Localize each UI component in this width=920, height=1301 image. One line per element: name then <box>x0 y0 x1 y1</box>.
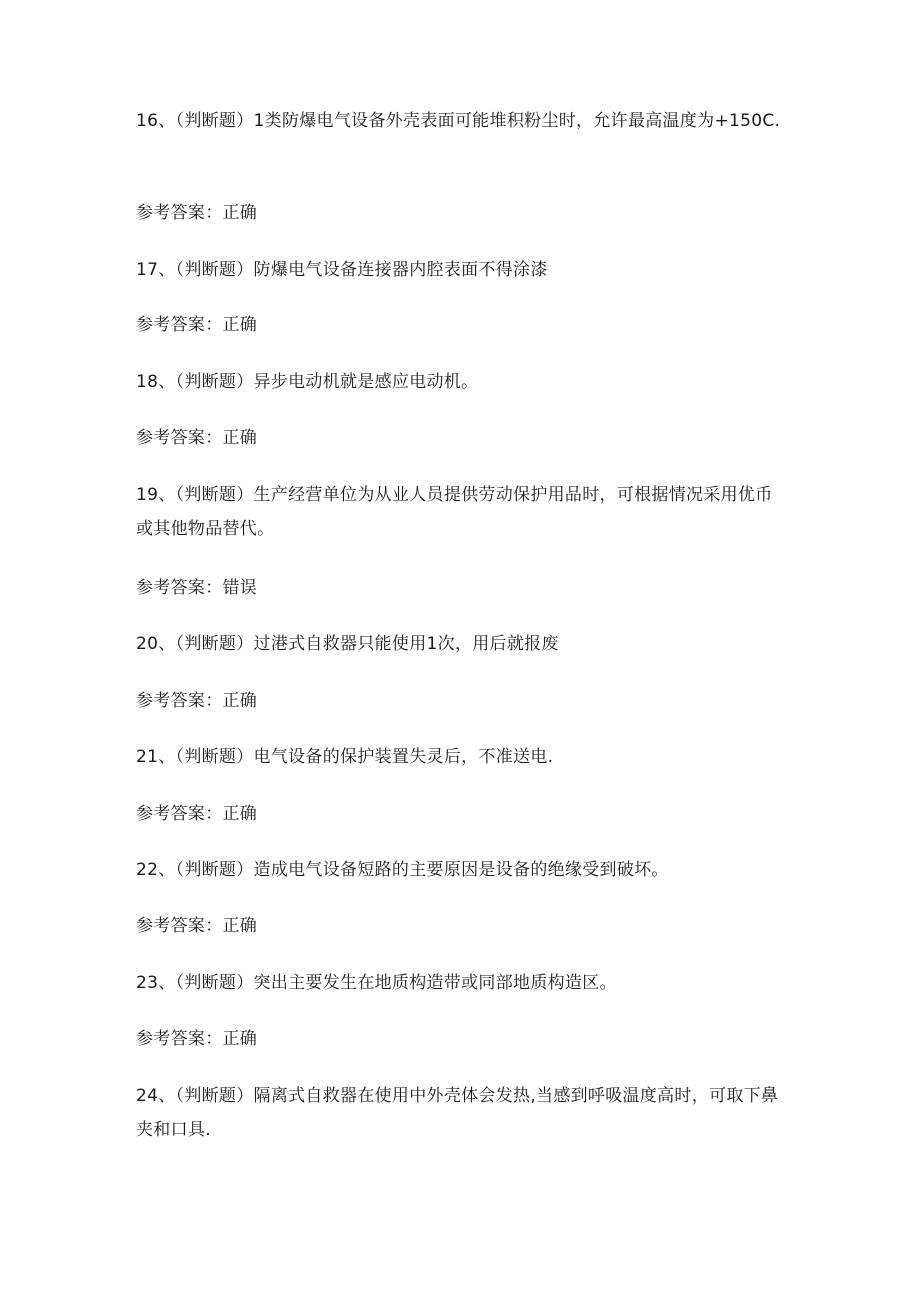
answer-18: 参考答案：正确 <box>136 428 258 448</box>
question-24: 24、（判断题）隔离式自救器在使用中外壳体会发热,当感到呼吸温度高时，可取下鼻夹和口具. <box>136 1086 779 1140</box>
question-17: 17、（判断题）防爆电气设备连接器内腔表面不得涂漆 <box>136 260 548 280</box>
question-22: 22、（判断题）造成电气设备短路的主要原因是设备的绝缘受到破坏。 <box>136 860 669 880</box>
answer-23: 参考答案：正确 <box>136 1029 258 1049</box>
question-19: 19、（判断题）生产经营单位为从业人员提供劳动保护用品时，可根据情况采用优币或其他物品替代。 <box>136 485 773 539</box>
answer-17: 参考答案：正确 <box>136 315 258 335</box>
answer-22: 参考答案：正确 <box>136 916 258 936</box>
question-16: 16、（判断题）1类防爆电气设备外壳表面可能堆积粉尘时，允许最高温度为+150C. <box>136 111 781 131</box>
question-20: 20、（判断题）过港式自救器只能使用1次，用后就报废 <box>136 634 559 654</box>
answer-20: 参考答案：正确 <box>136 691 258 711</box>
answer-16: 参考答案：正确 <box>136 203 258 223</box>
question-23: 23、（判断题）突出主要发生在地质构造带或同部地质构造区。 <box>136 973 617 993</box>
answer-21: 参考答案：正确 <box>136 804 258 824</box>
question-18: 18、（判断题）异步电动机就是感应电动机。 <box>136 372 479 392</box>
answer-19: 参考答案：错误 <box>136 578 258 598</box>
question-21: 21、（判断题）电气设备的保护装置失灵后，不准送电. <box>136 747 554 767</box>
